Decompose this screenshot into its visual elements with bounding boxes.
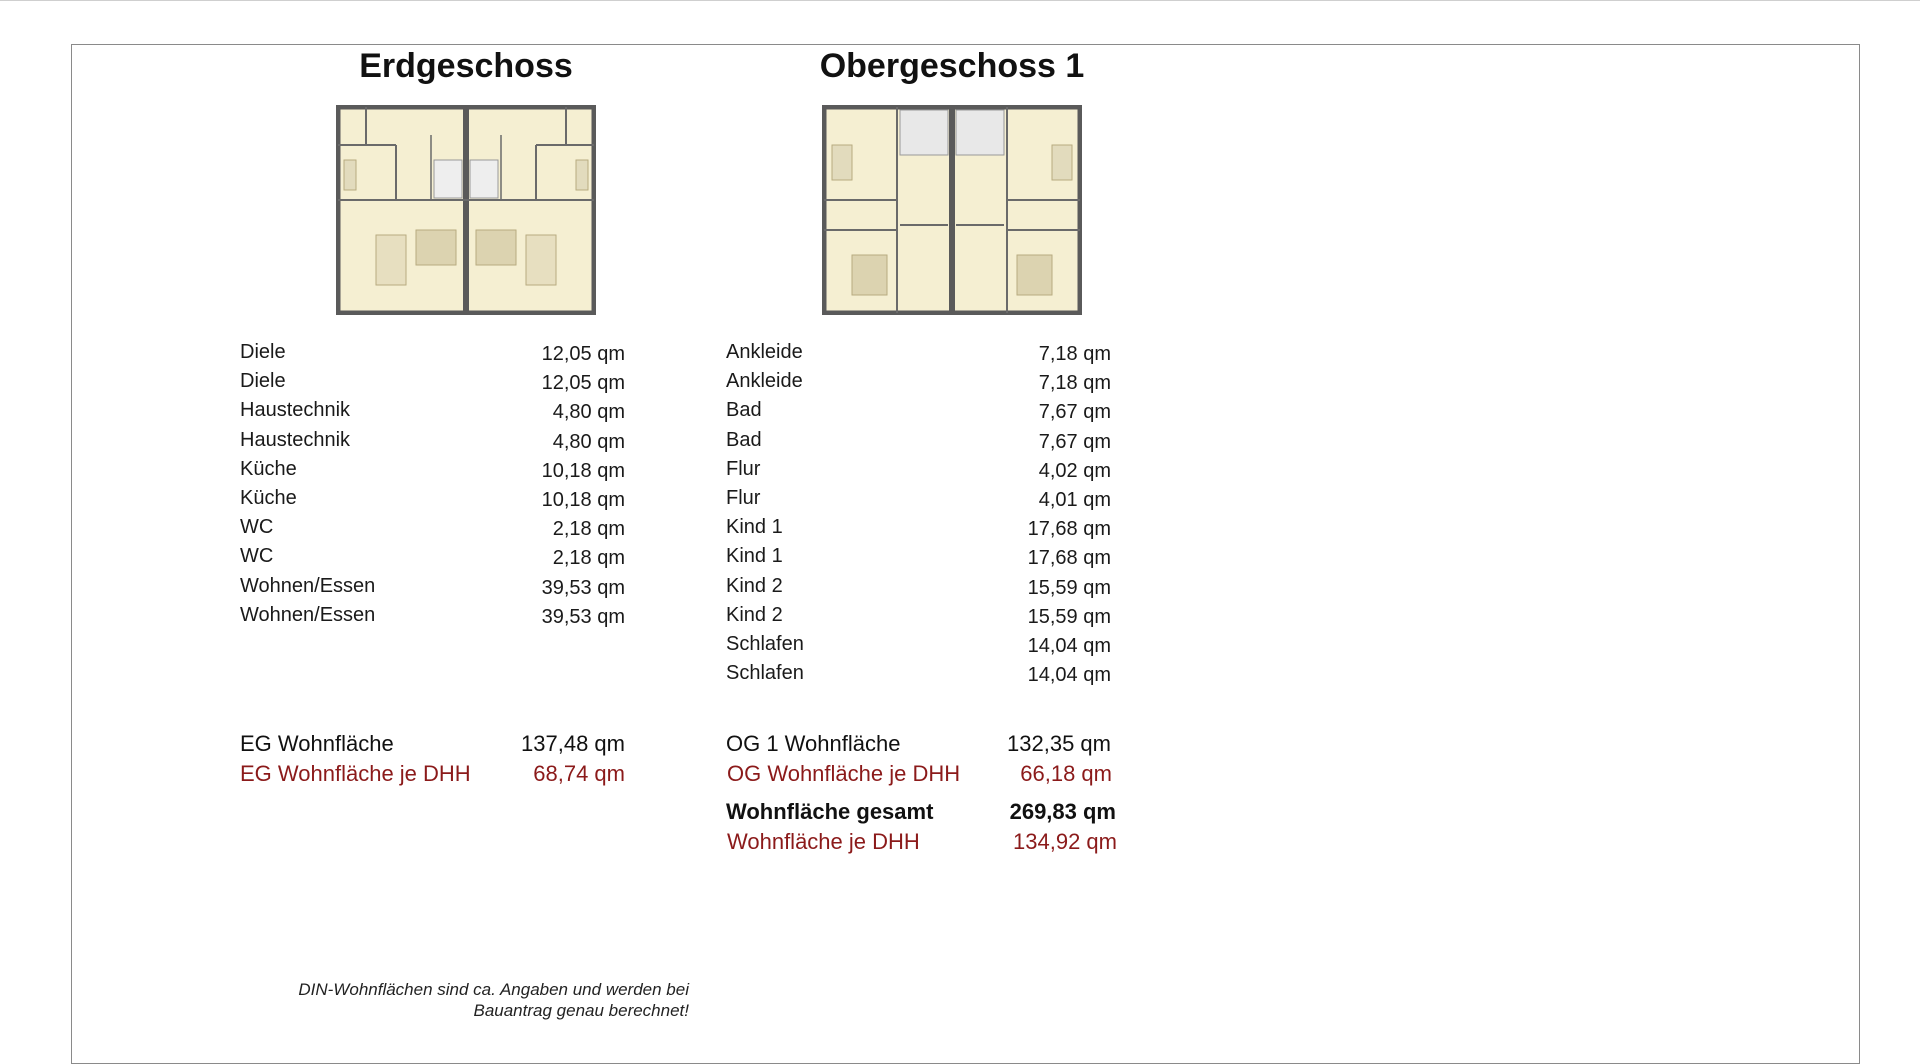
eg-room-row: [240, 458, 625, 484]
og-room-area: 4,01 qm: [1038, 489, 1111, 511]
og-per-dhh-value: 66,18 qm: [1020, 761, 1112, 786]
og-room-row: [726, 341, 1111, 367]
eg-room-area: 10,18 qm: [541, 489, 625, 511]
og-room-name: Ankleide: [726, 341, 803, 363]
og-room-area: 17,68 qm: [1027, 518, 1111, 541]
og-room-row: [726, 399, 1111, 425]
og-room-area: 14,04 qm: [1027, 664, 1111, 687]
grand-total-label: Wohnfläche gesamt: [726, 799, 934, 824]
eg-room-name: Diele: [240, 341, 286, 363]
disclaimer-note: [222, 979, 689, 1021]
og-room-area: 4,02 qm: [1038, 459, 1111, 482]
og-room-name: Flur: [726, 457, 761, 480]
og-room-area: 7,18 qm: [1038, 343, 1111, 365]
eg-room-row: [240, 545, 625, 571]
og-total-row: [726, 731, 1111, 759]
og-room-row: [726, 487, 1111, 513]
og-room-name: Kind 1: [726, 545, 783, 568]
og-room-area: 15,59 qm: [1027, 605, 1111, 628]
top-divider: [0, 0, 1920, 1]
grand-per-dhh-label: Wohnfläche je DHH: [727, 829, 920, 854]
og-total-value: 132,35 qm: [1007, 731, 1111, 756]
og-room-row: [726, 545, 1111, 571]
disclaimer-line-1: DIN-Wohnflächen sind ca. Angaben und werden bei: [298, 980, 689, 999]
og-per-dhh-row: [727, 761, 1112, 789]
eg-room-name: Wohnen/Essen: [240, 574, 376, 597]
og-room-row: [726, 575, 1111, 601]
eg-room-area: 2,18 qm: [552, 547, 625, 570]
og-room-name: Flur: [726, 487, 761, 509]
og-room-area: 7,67 qm: [1038, 430, 1111, 453]
eg-per-dhh-value: 68,74 qm: [533, 761, 625, 786]
grand-total-row: [726, 799, 1116, 827]
og-room-area: 14,04 qm: [1027, 635, 1111, 657]
eg-room-row: [240, 604, 625, 630]
og-per-dhh-label: OG Wohnfläche je DHH: [727, 761, 961, 786]
eg-room-name: Wohnen/Essen: [240, 603, 376, 626]
eg-room-area: 39,53 qm: [541, 576, 625, 599]
eg-room-area: 12,05 qm: [541, 343, 625, 365]
og-room-area: 7,18 qm: [1038, 372, 1111, 395]
og-room-area: 17,68 qm: [1027, 547, 1111, 570]
eg-room-area: 2,18 qm: [552, 518, 625, 541]
og-room-name: Schlafen: [726, 633, 804, 655]
eg-room-name: WC: [240, 545, 274, 568]
og-room-name: Schlafen: [726, 662, 804, 685]
og-room-name: Bad: [726, 399, 762, 422]
grand-total-value: 269,83 qm: [1009, 799, 1116, 824]
eg-per-dhh-row: [240, 761, 625, 789]
heading-erdgeschoss: Erdgeschoss: [359, 47, 573, 85]
og-room-row: [726, 429, 1111, 455]
grand-per-dhh-row: [727, 829, 1117, 857]
heading-obergeschoss: Obergeschoss 1: [819, 47, 1085, 85]
og-room-row: [726, 633, 1111, 659]
eg-room-row: [240, 516, 625, 542]
eg-room-row: [240, 487, 625, 513]
eg-room-row: [240, 399, 625, 425]
eg-room-row: [240, 370, 625, 396]
eg-room-name: Küche: [240, 457, 297, 480]
og-room-row: [726, 516, 1111, 542]
eg-room-area: 10,18 qm: [541, 459, 625, 482]
eg-room-row: [240, 341, 625, 367]
floorplan-obergeschoss: [822, 105, 1082, 315]
eg-total-value: 137,48 qm: [521, 731, 625, 756]
og-room-name: Kind 1: [726, 516, 783, 539]
eg-room-area: 4,80 qm: [552, 430, 625, 453]
eg-room-name: Haustechnik: [240, 428, 351, 451]
og-room-name: Ankleide: [726, 370, 803, 393]
eg-room-row: [240, 575, 625, 601]
eg-room-row: [240, 429, 625, 455]
og-room-name: Kind 2: [726, 603, 783, 626]
disclaimer-line-2: Bauantrag genau berechnet!: [473, 1001, 689, 1020]
og-total-label: OG 1 Wohnfläche: [726, 731, 901, 756]
og-room-row: [726, 604, 1111, 630]
floorplan-erdgeschoss: [336, 105, 596, 315]
eg-room-name: Küche: [240, 487, 297, 509]
eg-room-name: Haustechnik: [240, 399, 351, 422]
eg-room-area: 39,53 qm: [541, 605, 625, 628]
og-room-row: [726, 662, 1111, 688]
eg-total-label: EG Wohnfläche: [240, 731, 394, 756]
eg-room-area: 4,80 qm: [552, 401, 625, 424]
og-room-name: Bad: [726, 428, 762, 451]
eg-room-name: Diele: [240, 370, 286, 393]
grand-per-dhh-value: 134,92 qm: [1013, 829, 1117, 854]
eg-room-area: 12,05 qm: [541, 372, 625, 395]
og-room-area: 7,67 qm: [1038, 401, 1111, 424]
document-page: [71, 44, 1860, 1064]
eg-room-name: WC: [240, 516, 274, 539]
og-room-area: 15,59 qm: [1027, 576, 1111, 599]
og-room-row: [726, 458, 1111, 484]
og-room-row: [726, 370, 1111, 396]
eg-total-row: [240, 731, 625, 759]
og-room-name: Kind 2: [726, 574, 783, 597]
eg-per-dhh-label: EG Wohnfläche je DHH: [240, 761, 471, 786]
